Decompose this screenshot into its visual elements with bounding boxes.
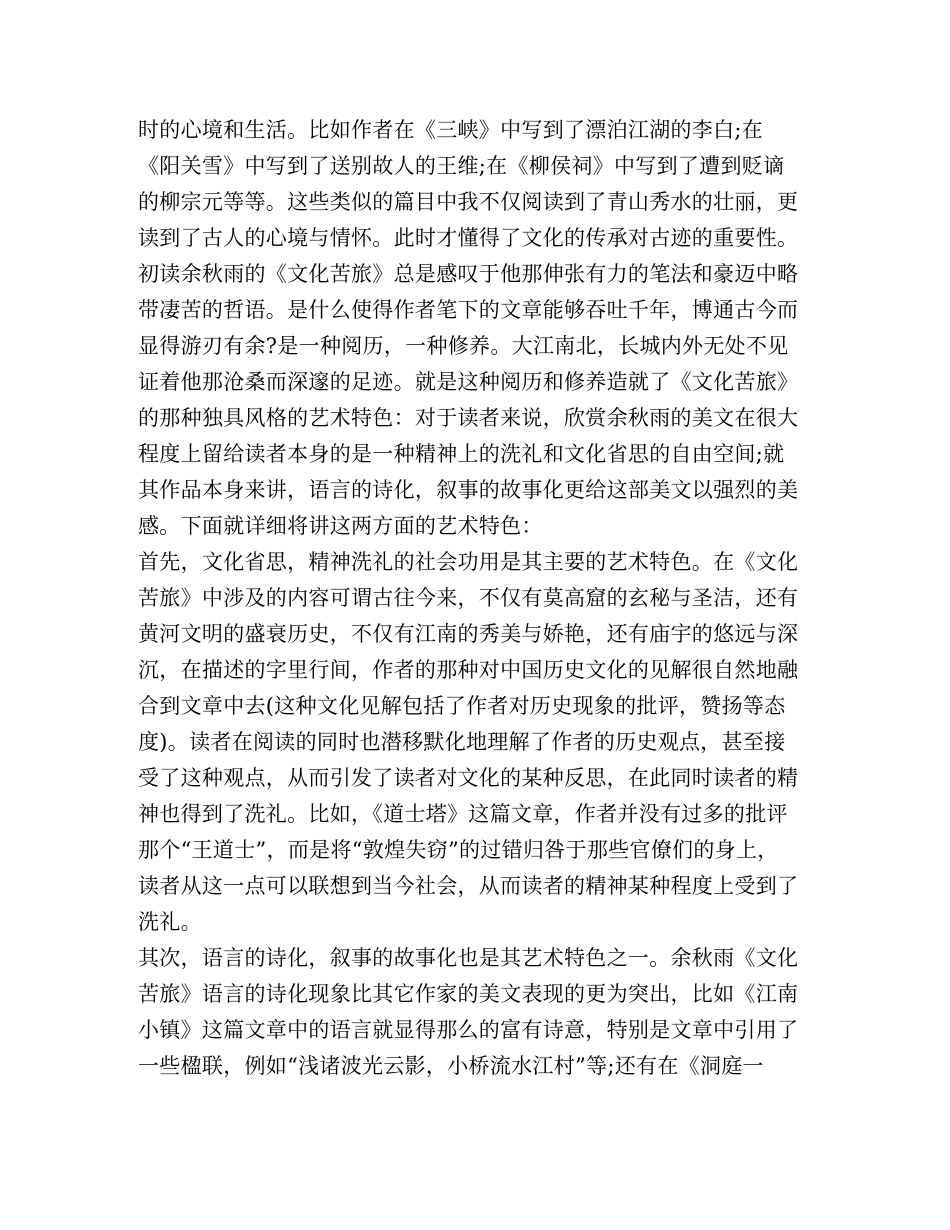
text-line: 那个“王道士”，而是将“敦煌失窃”的过错归咎于那些官僚们的身上， bbox=[138, 838, 779, 862]
text-line: 感。下面就详细将讲这两方面的艺术特色： bbox=[138, 514, 543, 538]
text-line: 带凄苦的哲语。是什么使得作者笔下的文章能够吞吐千年，博通古今而 bbox=[138, 298, 799, 322]
text-line: 时的心境和生活。比如作者在《三峡》中写到了漂泊江湖的李白;在 bbox=[138, 118, 764, 142]
text-line: 读者从这一点可以联想到当今社会，从而读者的精神某种程度上受到了 bbox=[138, 874, 799, 898]
text-line: 初读余秋雨的《文化苦旅》总是感叹于他那伸张有力的笔法和豪迈中略 bbox=[138, 262, 799, 286]
text-line: 洗礼。 bbox=[138, 910, 202, 934]
text-line: 显得游刃有余?是一种阅历，一种修养。大江南北，长城内外无处不见 bbox=[138, 334, 789, 358]
text-line: 读到了古人的心境与情怀。此时才懂得了文化的传承对古迹的重要性。 bbox=[138, 226, 799, 250]
text-line: 受了这种观点，从而引发了读者对文化的某种反思，在此同时读者的精 bbox=[138, 766, 799, 790]
text-line: 其作品本身来讲，语言的诗化，叙事的故事化更给这部美文以强烈的美 bbox=[138, 478, 799, 502]
text-line: 苦旅》语言的诗化现象比其它作家的美文表现的更为突出，比如《江南 bbox=[138, 982, 799, 1006]
text-line: 黄河文明的盛衰历史，不仅有江南的秀美与娇艳，还有庙宇的悠远与深 bbox=[138, 622, 799, 646]
text-line: 苦旅》中涉及的内容可谓古往今来，不仅有莫高窟的玄秘与圣洁，还有 bbox=[138, 586, 799, 610]
text-line: 的那种独具风格的艺术特色：对于读者来说，欣赏余秋雨的美文在很大 bbox=[138, 406, 799, 430]
text-line: 首先，文化省思，精神洗礼的社会功用是其主要的艺术特色。在《文化 bbox=[138, 550, 799, 574]
body-text bbox=[138, 112, 828, 1084]
text-line: 小镇》这篇文章中的语言就显得那么的富有诗意，特别是文章中引用了 bbox=[138, 1018, 799, 1042]
text-line: 其次，语言的诗化，叙事的故事化也是其艺术特色之一。余秋雨《文化 bbox=[138, 946, 799, 970]
text-line: 的柳宗元等等。这些类似的篇目中我不仅阅读到了青山秀水的壮丽，更 bbox=[138, 190, 799, 214]
text-line: 神也得到了洗礼。比如，《道士塔》这篇文章，作者并没有过多的批评 bbox=[138, 802, 788, 826]
text-line: 合到文章中去(这种文化见解包括了作者对历史现象的批评，赞扬等态 bbox=[138, 694, 786, 718]
text-line: 证着他那沧桑而深邃的足迹。就是这种阅历和修养造就了《文化苦旅》 bbox=[138, 370, 799, 394]
text-line: 程度上留给读者本身的是一种精神上的洗礼和文化省思的自由空间;就 bbox=[138, 442, 785, 466]
text-line: 沉，在描述的字里行间，作者的那种对中国历史文化的见解很自然地融 bbox=[138, 658, 799, 682]
text-line: 《阳关雪》中写到了送别故人的王维;在《柳侯祠》中写到了遭到贬谪 bbox=[138, 154, 785, 178]
text-line: 度)。读者在阅读的同时也潜移默化地理解了作者的历史观点，甚至接 bbox=[138, 730, 786, 754]
text-line: 一些楹联，例如“浅诸波光云影，小桥流水江村”等;还有在《洞庭一 bbox=[138, 1054, 764, 1078]
